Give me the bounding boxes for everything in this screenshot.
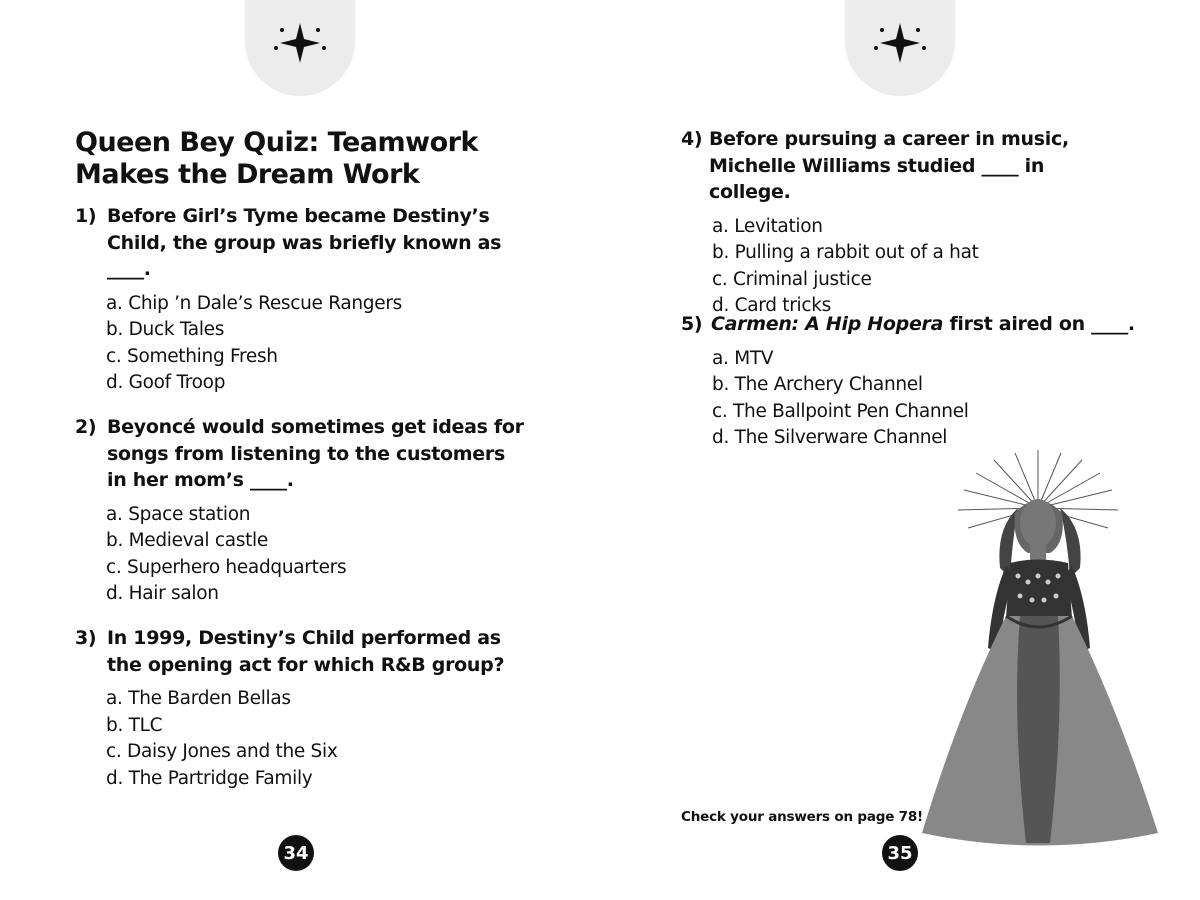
options-list bbox=[106, 291, 505, 397]
question-text: Before Girl’s Tyme became Destiny’s Child, the group was briefly known as ____. bbox=[107, 205, 502, 280]
option: c. Criminal justice bbox=[712, 268, 872, 290]
option: d. Goof Troop bbox=[106, 372, 226, 393]
check-answers-note: Check your answers on page 78! bbox=[681, 809, 923, 825]
question-number: 2) bbox=[75, 416, 97, 438]
option: c. The Ballpoint Pen Channel bbox=[712, 400, 969, 422]
option: b. Pulling a rabbit out of a hat bbox=[712, 242, 979, 263]
options-list bbox=[106, 686, 535, 792]
question-number: 4) bbox=[681, 128, 703, 150]
options-list bbox=[712, 346, 1161, 452]
option: d. Card tricks bbox=[712, 295, 831, 316]
question-2 bbox=[75, 414, 525, 608]
performer-illustration bbox=[900, 448, 1180, 853]
option: a. Levitation bbox=[712, 215, 823, 237]
page-number: 35 bbox=[882, 835, 918, 871]
question-number: 3) bbox=[75, 627, 97, 649]
option: a. Space station bbox=[106, 503, 251, 525]
question-text: Beyoncé would sometimes get ideas for songs from listening to the customers in her mom’s ____. bbox=[107, 416, 524, 491]
option: a. MTV bbox=[712, 347, 774, 369]
page-title: Queen Bey Quiz: Teamwork Makes the Dream Work bbox=[75, 127, 478, 190]
option: c. Superhero headquarters bbox=[106, 556, 347, 578]
question-5 bbox=[681, 311, 1161, 452]
question-text bbox=[711, 311, 1161, 338]
question-text: In 1999, Destiny’s Child performed as the opening act for which R&B group? bbox=[107, 627, 505, 676]
option: d. The Silverware Channel bbox=[712, 427, 948, 448]
option: b. The Archery Channel bbox=[712, 374, 923, 395]
page-number: 34 bbox=[278, 835, 314, 871]
option: d. The Partridge Family bbox=[106, 767, 313, 789]
question-text: Before pursuing a career in music, Michelle Williams studied ____ in college. bbox=[709, 128, 1069, 203]
question-number: 5) bbox=[681, 313, 703, 335]
page-tab bbox=[245, 0, 355, 96]
question-text-rest: first aired on ____. bbox=[943, 313, 1135, 335]
option: b. Duck Tales bbox=[106, 319, 225, 340]
option: d. Hair salon bbox=[106, 583, 219, 604]
sparkle-icon bbox=[870, 18, 930, 68]
option: c. Something Fresh bbox=[106, 345, 278, 367]
question-1 bbox=[75, 203, 505, 397]
option: b. TLC bbox=[106, 714, 163, 736]
option: c. Daisy Jones and the Six bbox=[106, 741, 338, 762]
right-page bbox=[600, 0, 1200, 900]
option: b. Medieval castle bbox=[106, 530, 268, 551]
question-4 bbox=[681, 126, 1131, 320]
page-tab bbox=[845, 0, 955, 96]
option: a. The Barden Bellas bbox=[106, 688, 291, 709]
sparkle-icon bbox=[270, 18, 330, 68]
option: a. Chip ’n Dale’s Rescue Rangers bbox=[106, 292, 402, 314]
question-3 bbox=[75, 625, 535, 792]
options-list bbox=[712, 214, 1131, 320]
options-list bbox=[106, 502, 525, 608]
question-number: 1) bbox=[75, 205, 97, 227]
show-title: Carmen: A Hip Hopera bbox=[711, 313, 944, 335]
